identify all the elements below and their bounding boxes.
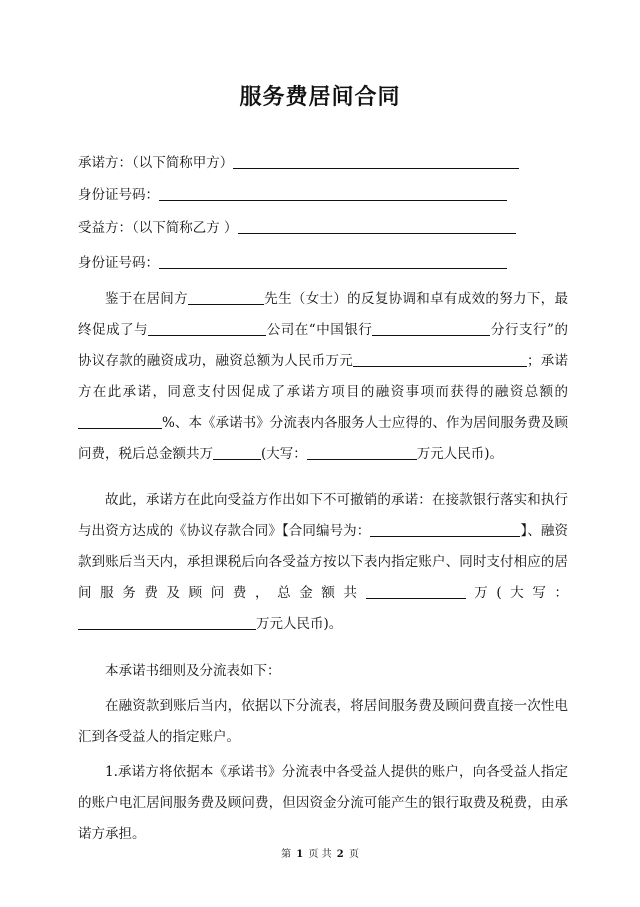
- beneficiary-label: 受益方：（以下简称乙方 ）: [78, 220, 238, 236]
- para1-text-3: 公司在“中国银行: [266, 322, 373, 338]
- footer-prefix: 第: [281, 849, 292, 860]
- beneficiary-field: [78, 218, 516, 238]
- promisor-label: 承诺方：（以下简称甲方）: [78, 155, 234, 171]
- para1-text-6: %、本《承诺书》分流表内各服务人士应得的、作为居间服务费及顾问费，税后总金额共万: [78, 415, 568, 462]
- total-page-number: 2: [336, 849, 344, 860]
- beneficiary-id-field: [78, 253, 507, 273]
- para2-text-3: 万(大写：: [465, 585, 568, 601]
- para2-text-2: 】、融资款到账后当天内，承担课税后向各受益方按以下表内指定账户、同时支付相应的居间服务费及顾问费，总金额共: [78, 523, 569, 601]
- current-page-number: 1: [296, 849, 304, 860]
- paragraph-intro: [78, 284, 568, 470]
- total-words-blank: [307, 445, 417, 460]
- para1-text-1: 鉴于在居间方: [105, 291, 188, 307]
- page-footer: [0, 845, 640, 860]
- broker-name-blank: [188, 290, 264, 305]
- footer-middle: 页 共: [308, 849, 332, 860]
- document-title: 服务费居间合同: [239, 84, 401, 110]
- promisor-id-field: [78, 185, 507, 205]
- footer-suffix: 页: [348, 849, 359, 860]
- promisor-field: [78, 153, 519, 173]
- para2-text-1: 故此，承诺方在此向受益方作出如下不可撤销的承诺：在接款银行落实和执行与出资方达成的《协议存款合同》【合同编号为：: [78, 492, 568, 539]
- paragraph-commitment: [78, 485, 568, 640]
- company-blank: [148, 321, 266, 336]
- contract-number-blank: [370, 522, 520, 537]
- para2-text-4: 万元人民币)。: [256, 616, 343, 632]
- promisor-blank: [233, 154, 519, 169]
- paragraph-details-intro: 本承诺书细则及分流表如下：: [105, 663, 281, 679]
- beneficiary-blank: [238, 219, 516, 234]
- percent-blank: [78, 414, 162, 429]
- para1-text-7: (大写：: [261, 446, 307, 462]
- total-blank: [213, 445, 261, 460]
- beneficiary-id-label: 身份证号码：: [78, 255, 159, 271]
- promisor-id-blank: [159, 186, 507, 201]
- para1-text-2: 先生（女士）的反复协调和卓有成效的努力下，最终促成了与: [78, 291, 569, 338]
- paragraph-transfer: 在融资款到账后当内，依据以下分流表，将居间服务费及顾问费直接一次性电汇到各受益人的指定账户。: [78, 698, 568, 745]
- promisor-id-label: 身份证号码：: [78, 187, 159, 203]
- para1-text-5: ；承诺方在此承诺，同意支付因促成了承诺方项目的融资事项而获得的融资总额的: [78, 353, 568, 400]
- fee-words-blank: [78, 615, 256, 630]
- beneficiary-id-blank: [159, 254, 507, 269]
- para1-text-8: 万元人民币)。: [416, 446, 504, 462]
- paragraph-clause-1: 1.承诺方将依据本《承诺书》分流表中各受益人提供的账户，向各受益人指定的账户电汇居间服务费及顾问费，但因资金分流可能产生的银行取费及税费，由承诺方承担。: [78, 764, 568, 842]
- para1-text-4: 分行支行”的协议存款的融资成功，融资总额为人民币万元: [78, 322, 568, 369]
- branch-blank: [372, 321, 490, 336]
- amount-blank: [353, 352, 527, 367]
- fee-total-blank: [366, 584, 466, 599]
